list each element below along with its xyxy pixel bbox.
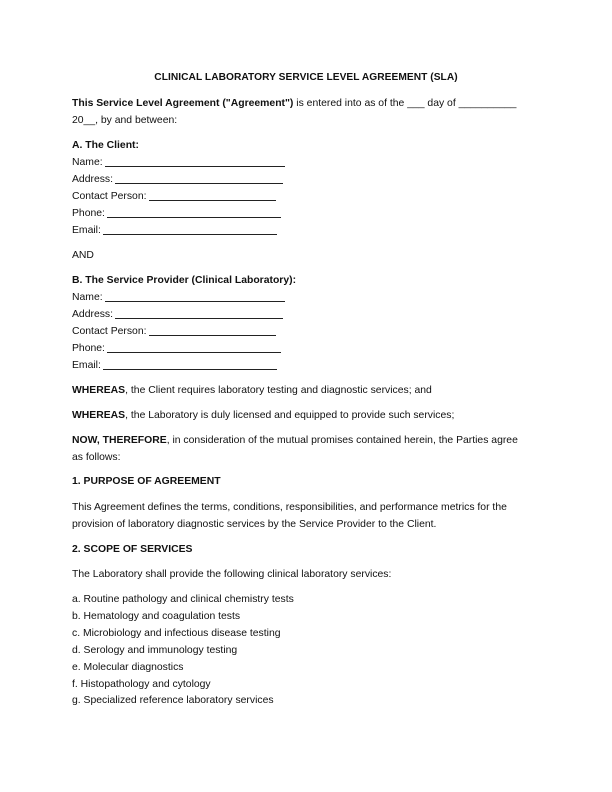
provider-email-blank [103,358,277,370]
section-1-line-1: This Agreement defines the terms, conditions, responsibilities, and performance metrics for the [72,502,507,513]
provider-phone-field [72,340,281,357]
provider-address-blank [115,307,283,319]
section-2-heading: 2. SCOPE OF SERVICES [72,544,193,555]
client-phone-label: Phone: [72,208,105,219]
and-separator: AND [72,250,94,261]
provider-email-field [72,357,277,374]
provider-email-label: Email: [72,360,101,371]
whereas-clause-2 [72,408,540,425]
client-contact-blank [149,189,276,201]
provider-heading: B. The Service Provider (Clinical Laboratory): [72,275,297,286]
provider-contact-field [72,323,276,340]
section-1-heading: 1. PURPOSE OF AGREEMENT [72,476,221,487]
provider-contact-label: Contact Person: [72,326,147,337]
provider-address-field [72,306,283,323]
intro-text-1: is entered into as of the ___ day of __________ [293,98,517,109]
now-therefore-text-1: , in consideration of the mutual promises contained herein, the Parties agree [166,435,518,446]
service-list-item: c. Microbiology and infectious disease testing [72,628,281,639]
client-phone-blank [107,206,281,218]
whereas-2-bold: WHEREAS [72,410,126,421]
service-list-item: d. Serology and immunology testing [72,645,238,656]
client-heading: A. The Client: [72,140,139,151]
provider-name-blank [105,290,285,302]
client-name-blank [105,155,285,167]
client-address-blank [115,172,283,184]
service-list-item: e. Molecular diagnostics [72,662,184,673]
section-1-paragraph [72,500,540,533]
client-phone-field [72,205,281,222]
intro-bold: This Service Level Agreement ("Agreement") [72,98,294,109]
provider-phone-label: Phone: [72,343,105,354]
client-name-label: Name: [72,157,103,168]
client-email-blank [103,223,277,235]
service-list-item: a. Routine pathology and clinical chemistry tests [72,594,294,605]
client-email-field [72,222,277,239]
client-contact-field [72,188,276,205]
provider-name-field [72,289,285,306]
section-1-line-2: provision of laboratory diagnostic services by the Service Provider to the Client. [72,518,437,530]
intro-paragraph [72,96,540,129]
client-address-field [72,171,283,188]
client-address-label: Address: [72,174,114,185]
whereas-clause-1 [72,383,540,400]
now-therefore-clause [72,433,540,466]
whereas-1-bold: WHEREAS [72,385,126,396]
client-name-field [72,154,285,171]
client-contact-label: Contact Person: [72,191,147,202]
provider-contact-blank [149,324,276,336]
client-email-label: Email: [72,225,101,236]
provider-name-label: Name: [72,292,103,303]
now-therefore-bold: NOW, THEREFORE [72,435,167,446]
now-therefore-text-2: as follows: [72,451,121,463]
whereas-2-text: , the Laboratory is duly licensed and equipped to provide such services; [125,410,455,421]
provider-address-label: Address: [72,309,114,320]
whereas-1-text: , the Client requires laboratory testing and diagnostic services; and [125,385,432,396]
intro-text-2: 20__, by and between: [72,114,178,126]
service-list-item: g. Specialized reference laboratory services [72,695,274,706]
section-2-intro: The Laboratory shall provide the following clinical laboratory services: [72,569,392,580]
service-list-item: f. Histopathology and cytology [72,679,211,690]
document-title: CLINICAL LABORATORY SERVICE LEVEL AGREEMENT (SLA) [154,72,458,83]
provider-phone-blank [107,341,281,353]
service-list-item: b. Hematology and coagulation tests [72,611,241,622]
